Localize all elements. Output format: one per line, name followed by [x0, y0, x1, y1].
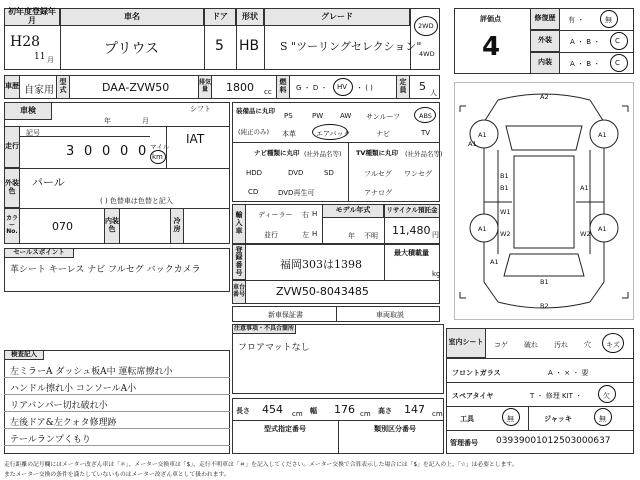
equip-ps: PS — [284, 112, 293, 120]
seat-val: キズ — [606, 341, 620, 349]
sales-point: 革シート キーレス ナビ フルセグ バックカメラ — [10, 265, 201, 275]
equip-abs: ABS — [419, 112, 432, 120]
jack-label: ジャッキ — [544, 415, 572, 423]
width-label: 幅 — [310, 407, 317, 415]
grade: S "ツーリングセレクション" — [280, 40, 422, 53]
equip-tv: TV — [421, 129, 431, 137]
fuel-options: G ・ D ・ — [296, 84, 328, 92]
reg-month-unit: 月 — [47, 56, 54, 64]
tv-fullseg: フルセグ — [364, 170, 392, 178]
inspection-year: 年 — [104, 117, 111, 125]
jack-val: 無 — [599, 415, 606, 423]
plate-header: 登録番号 — [232, 244, 246, 280]
equip-airbag: エアバック — [316, 130, 351, 138]
length: 454 — [262, 403, 283, 416]
model-header: 型式 — [56, 75, 70, 99]
odometer-header: 走行 — [4, 126, 20, 168]
import-parallel: 並行 — [264, 231, 278, 239]
vehicle-history-header: 車歴 — [4, 75, 20, 99]
interior-opts: A ・ B ・ — [570, 60, 601, 68]
shape: HB — [239, 38, 260, 54]
capacity-header: 定員 — [396, 75, 410, 99]
inspection-month: 月 — [142, 117, 149, 125]
exterior-header: 外装 — [530, 30, 560, 52]
import-h2: H — [312, 230, 318, 238]
odometer-sub: 記号 — [26, 129, 40, 137]
max-load-kg: kg — [432, 270, 441, 278]
model-year-unknown: 不明 — [364, 232, 378, 240]
inspector-note-5: テールランプくもり — [10, 435, 91, 445]
navi-hdd: HDD — [246, 169, 263, 177]
repair-val: 無 — [605, 16, 612, 24]
seat-opt-4: 穴 — [584, 341, 591, 349]
equip-aw: AW — [340, 112, 352, 120]
odo-digit-5: 0 — [138, 144, 147, 159]
color-no: 070 — [52, 220, 73, 233]
mark-door-fr: A1 — [580, 184, 589, 192]
import-dealer: ディーラー — [258, 211, 293, 219]
seat-opt-2: 破れ — [524, 341, 538, 349]
mark-rear-l: A1 — [490, 258, 499, 266]
footer-line-1: 走行距離の記号欄にはメーター改ざん車は「＊」、メーター交換車は「$」、走行不明車は「＃」を記入してください。メーター交換で合算表示した場合には「$」を記入の上、「☆」は必要とします。 — [4, 462, 518, 468]
capacity: 5 — [419, 80, 426, 93]
odo-digit-1: 3 — [66, 144, 75, 159]
spare-label: スペアタイヤ — [452, 392, 494, 400]
equip-navi: ナビ — [376, 130, 390, 138]
doors: 5 — [215, 38, 224, 54]
mark-rear-panel: B1 — [540, 278, 549, 286]
seat-opt-3: 汚れ — [554, 341, 568, 349]
inspector-note-3: リアバンパー切れ破れ小 — [10, 401, 108, 411]
mark-wheel-rl: A1 — [478, 225, 487, 233]
odo-digit-3: 0 — [102, 144, 111, 159]
width-unit: cm — [360, 410, 371, 418]
fuel-hv: HV — [337, 83, 348, 91]
color: パール — [32, 176, 65, 189]
odo-digit-2: 0 — [84, 144, 93, 159]
mark-wheel-fl: A1 — [478, 131, 487, 139]
import-header: 輸入車 — [232, 204, 246, 244]
mark-rear-bumper: B2 — [540, 302, 549, 310]
car-name: プリウス — [104, 41, 160, 57]
inspector-note-4: 左後ドア&左クォタ修理跡 — [10, 418, 117, 428]
notes-header: 注意事項・不具合箇所 — [232, 324, 296, 334]
recycle-yen: 円 — [432, 231, 439, 239]
tv-oneseg: ワンセグ — [404, 170, 432, 178]
color-note: ( ) 色替車は色替と記入 — [100, 197, 173, 205]
seat-header: 室内シート — [446, 328, 486, 358]
mark-wheel-rr: A1 — [598, 225, 607, 233]
plate: 福岡303は1398 — [280, 258, 362, 271]
grade-header: グレード — [264, 8, 410, 26]
sales-point-header: セールスポイント — [4, 248, 74, 258]
tools-label: 工具 — [460, 415, 474, 423]
interior-val: C — [615, 59, 620, 67]
color-header: 外装色 — [4, 168, 20, 208]
equipment-label2: (純正のみ) — [238, 128, 270, 136]
notes: フロアマットなし — [238, 343, 310, 353]
class-label: 類別区分番号 — [374, 425, 416, 433]
import-h1: H — [312, 210, 318, 218]
shift: IAT — [186, 132, 205, 146]
color-no-header: カラーNo. — [4, 208, 20, 244]
shift-label: シフト — [190, 105, 211, 113]
inspector-note-1: 左ミラーA ダッシュ板A中 運転席擦れ小 — [10, 367, 173, 377]
glass-label: フロントガラス — [452, 369, 501, 377]
navi-label: ナビ種類に丸印 — [254, 149, 300, 157]
mark-door-rl2: W2 — [500, 230, 511, 238]
interior-color-header: 内装色 — [104, 208, 120, 244]
recycle-header: リサイクル預託金 — [384, 204, 440, 218]
navi-dvd: DVD — [288, 169, 304, 177]
displacement: 1800 — [226, 81, 254, 94]
inspector-header: 検査記入 — [4, 350, 44, 360]
cc-unit: cc — [264, 88, 272, 96]
drive-2wd: 2WD — [418, 22, 434, 30]
navi-sub: (社外品名等) — [304, 150, 342, 158]
capacity-unit: 人 — [430, 89, 437, 97]
fuel-header: 燃料 — [276, 75, 290, 99]
shape-header: 形状 — [236, 8, 264, 26]
repair-opts: 有 ・ — [568, 16, 585, 24]
mark-mirror: A1 — [468, 140, 477, 148]
model-year-unit: 年 — [348, 232, 355, 240]
drive-4wd: 4WD — [419, 50, 435, 58]
aircon-header: 冷房 — [170, 208, 184, 244]
inspector-note-2: ハンドル擦れ小 コンソールA小 — [10, 384, 137, 394]
model-year-header: モデル年式 — [322, 204, 384, 218]
height: 147 — [404, 403, 425, 416]
height-unit: cm — [432, 410, 443, 418]
length-label: 長さ — [236, 407, 250, 415]
mgmt-no: 03939001012503000637 — [496, 436, 611, 446]
mark-door-rl: W1 — [500, 208, 511, 216]
notes-frame — [232, 324, 444, 394]
reg-date-header: 初年度登録年月 — [4, 8, 60, 26]
car-diagram — [454, 86, 634, 318]
manual: 車両取説 — [376, 311, 404, 319]
exterior-opts: A ・ B ・ — [570, 38, 601, 46]
equipment-label: 装備品に丸印 — [236, 107, 275, 115]
tv-label: TV種類に丸印 — [356, 149, 398, 157]
airbag-circle — [312, 124, 351, 140]
import-right: 右 — [302, 211, 309, 219]
equip-leather: 本革 — [282, 130, 296, 138]
interior-header: 内装 — [530, 52, 560, 74]
length-unit: cm — [292, 410, 303, 418]
spec-label: 型式指定番号 — [264, 425, 306, 433]
equip-sunroof: サンルーフ — [366, 113, 401, 121]
fuel-other: ・ ( ) — [356, 84, 373, 92]
score: 4 — [482, 32, 501, 62]
tools-val: 無 — [507, 415, 514, 423]
repair-header: 修復歴 — [530, 8, 560, 30]
km-label: km — [152, 153, 163, 161]
usage: 自家用 — [24, 85, 54, 96]
recycle: 11,480 — [392, 224, 431, 237]
tv-analog: アナログ — [364, 189, 392, 197]
height-label: 高さ — [378, 407, 392, 415]
mile-label: マイル — [150, 143, 170, 151]
tv-sub: (社外品名等) — [405, 150, 443, 158]
footer-line-2: またメーター交換の条件を満たしていないものはメーター改ざん車として扱われます。 — [4, 472, 230, 478]
chassis-header: 車台番号 — [232, 280, 246, 304]
mark-quarter-r: W2 — [580, 230, 591, 238]
mark-door-fl2: B1 — [500, 172, 509, 180]
navi-cd: CD — [248, 188, 259, 196]
glass-opts: A ・ × ・ 要 — [548, 369, 589, 377]
mark-front-bumper: A2 — [540, 93, 549, 101]
inspection-header: 車検 — [4, 102, 52, 120]
reg-year: H28 — [10, 34, 41, 50]
door-header: ドア — [204, 8, 236, 26]
spare-opts: T ・ 修理 KIT ・ — [530, 392, 583, 400]
new-warranty: 新車保証書 — [268, 311, 303, 319]
displacement-header: 排気量 — [198, 75, 212, 99]
import-left: 左 — [302, 231, 309, 239]
mark-door-fl: B1 — [500, 184, 509, 192]
mgmt-label: 管理番号 — [450, 439, 478, 447]
spare-val: 欠 — [603, 392, 610, 400]
navi-sd: SD — [324, 169, 334, 177]
chassis: ZVW50-8043485 — [276, 285, 369, 298]
seat-opt-1: コゲ — [494, 341, 508, 349]
car-name-header: 車名 — [60, 8, 204, 26]
reg-month: 11 — [34, 52, 46, 62]
equip-pw: PW — [312, 112, 324, 120]
max-load-label: 最大積載量 — [394, 249, 429, 257]
navi-dvd-play: DVD再生可 — [278, 189, 315, 197]
exterior-val: C — [615, 37, 620, 45]
model: DAA-ZVW50 — [102, 81, 170, 94]
width: 176 — [334, 403, 355, 416]
odo-digit-4: 0 — [120, 144, 129, 159]
score-label: 評価点 — [480, 15, 501, 23]
mark-wheel-fr: A1 — [598, 131, 607, 139]
